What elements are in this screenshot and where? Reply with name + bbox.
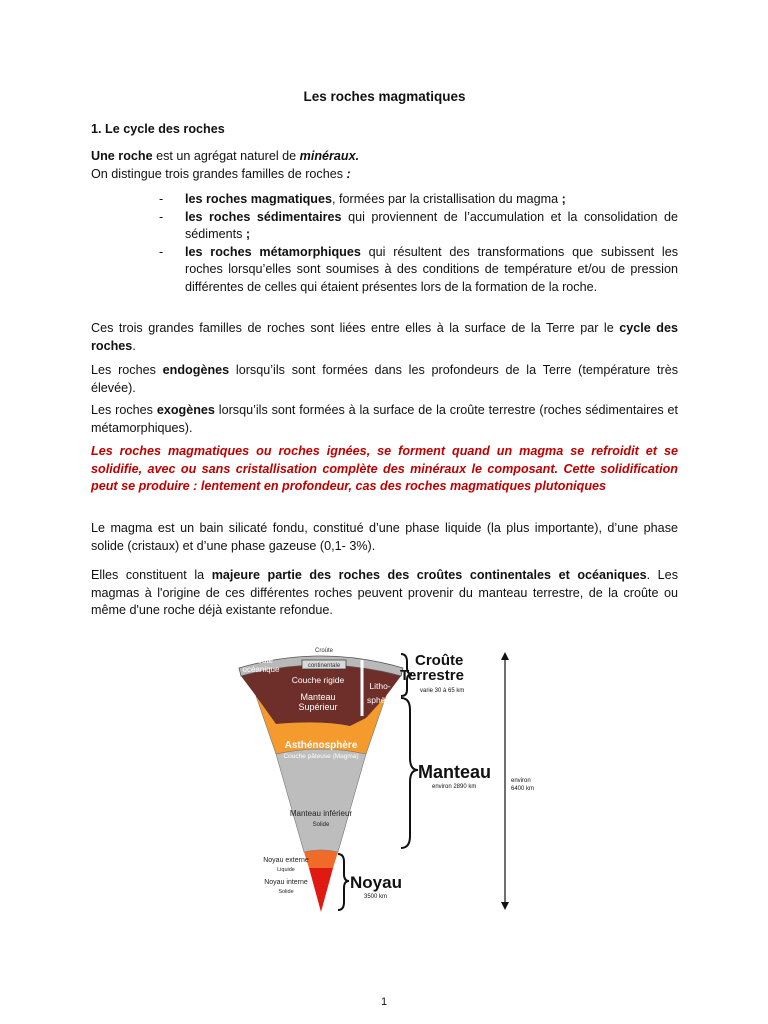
family-name: les roches sédimentaires bbox=[185, 209, 342, 224]
brace-noyau bbox=[338, 854, 349, 910]
rock-families-list bbox=[91, 191, 678, 297]
label-croute-title-2: Terrestre bbox=[400, 667, 464, 684]
endo-term: endogènes bbox=[162, 363, 230, 377]
list-dash: - bbox=[159, 244, 164, 259]
label-couche-rigide: Couche rigide bbox=[291, 675, 345, 685]
intro-families-text: On distingue trois grandes familles de roches bbox=[91, 167, 347, 181]
exo-rest: lorsqu’ils sont formées à la surface de la croûte terrestre (roches sédimentaires et métamorphiques). bbox=[91, 403, 678, 435]
label-manteau-inferieur: Manteau inférieur bbox=[289, 809, 353, 818]
exo-term: exogènes bbox=[156, 403, 215, 417]
label-lithosphere-2: sphère bbox=[367, 695, 393, 705]
paragraph-definition-red: Les roches magmatiques ou roches ignées, se forment quand un magma se refroidit et se solidifie, avec ou sans cristallisation complète des minéraux le composant. Cette solidification peut se produire : lentement en profondeur, cas des roches magmatiques plutoniques bbox=[91, 444, 678, 494]
cycle-text: Ces trois grandes familles de roches sont liées entre elles à la surface de la Terre par le bbox=[91, 321, 620, 335]
label-couche-pateuse: Couche pâteuse (Magma) bbox=[283, 753, 359, 760]
label-croute-title-1: Croûte bbox=[415, 652, 464, 669]
majeure-text: Elles constituent la bbox=[91, 568, 212, 582]
label-manteau-superieur-1: Manteau bbox=[300, 692, 336, 702]
family-text: qui résultent des transformations que subissent les roches lorsqu’elles sont soumises à des conditions de température et/ou de pression différentes de celles qui étaient présentes lors de la formation de la roche. bbox=[185, 244, 678, 294]
paragraph-magma: Le magma est un bain silicaté fondu, constitué d’une phase liquide (la plus importante), d’une phase solide (cristaux) et d’une phase gazeuse (0,1- 3%). bbox=[91, 521, 678, 553]
label-croute-continentale-1: Croûte bbox=[314, 648, 334, 654]
family-text: , formées par la cristallisation du magma bbox=[332, 192, 562, 206]
label-noyau-distance: 3500 km bbox=[364, 894, 388, 900]
endo-text: Les roches bbox=[91, 363, 163, 377]
label-solide: Solide bbox=[312, 822, 330, 828]
list-item bbox=[91, 244, 678, 297]
section-heading: 1. Le cycle des roches bbox=[91, 122, 225, 136]
majeure-rest: . Les magmas à l'origine de ces différentes roches peuvent provenir du manteau terrestre, de la croûte ou même d'une roche déjà existante refondue. bbox=[91, 568, 678, 618]
intro-text: est un agrégat naturel de bbox=[152, 149, 300, 163]
outer-core-layer bbox=[304, 850, 338, 868]
family-end: ; bbox=[245, 227, 251, 242]
exo-text: Les roches bbox=[91, 403, 157, 417]
label-manteau-distance: environ 2890 km bbox=[432, 784, 477, 790]
majeure-term: majeure partie des roches des croûtes continentales et océaniques bbox=[211, 568, 647, 582]
paragraph-exogenes bbox=[91, 402, 678, 437]
intro-minerals: minéraux. bbox=[299, 149, 360, 163]
endo-rest: lorsqu’ils sont formées dans les profondeurs de la Terre (température très élevée). bbox=[91, 363, 678, 395]
label-noyau-interne: Noyau interne bbox=[264, 879, 308, 886]
paragraph-endogenes bbox=[91, 362, 678, 397]
label-manteau-superieur-2: Supérieur bbox=[298, 702, 338, 712]
list-dash: - bbox=[159, 209, 164, 224]
list-item bbox=[91, 191, 678, 209]
intro-line-1 bbox=[91, 148, 678, 166]
label-croute-range: varie 30 à 65 km bbox=[420, 688, 465, 694]
label-croute-oceanique-1: Croûte bbox=[248, 656, 274, 665]
lower-mantle-layer bbox=[276, 749, 366, 852]
earth-structure-diagram bbox=[230, 640, 540, 912]
label-croute-oceanique-2: océanique bbox=[242, 665, 280, 674]
label-manteau-title: Manteau bbox=[418, 762, 492, 782]
intro-term: Une roche bbox=[91, 149, 153, 163]
total-depth-arrow-top bbox=[501, 652, 509, 660]
list-item bbox=[91, 209, 678, 244]
cycle-end: . bbox=[132, 338, 136, 353]
intro-colon: : bbox=[346, 167, 351, 181]
label-liquide: Liquide bbox=[277, 867, 295, 873]
family-name: les roches métamorphiques bbox=[185, 244, 361, 259]
page-title: Les roches magmatiques bbox=[303, 89, 466, 104]
inner-core-layer bbox=[309, 868, 333, 912]
family-end: ; bbox=[561, 192, 566, 206]
label-asthenosphere: Asthénosphère bbox=[284, 740, 358, 751]
label-noyau-title: Noyau bbox=[350, 873, 402, 892]
paragraph-cycle bbox=[91, 320, 678, 355]
family-text: qui proviennent de l’accumulation et la consolidation de sédiments bbox=[185, 209, 678, 242]
label-solide-2: Solide bbox=[278, 889, 294, 895]
list-dash: - bbox=[159, 192, 164, 206]
family-name: les roches magmatiques bbox=[185, 192, 332, 206]
label-noyau-externe: Noyau externe bbox=[263, 857, 309, 864]
cycle-term: cycle des roches bbox=[91, 321, 679, 353]
label-lithosphere-1: Litho- bbox=[369, 681, 391, 691]
label-total-1: environ bbox=[511, 778, 531, 784]
brace-manteau bbox=[401, 698, 418, 848]
page-number: 1 bbox=[380, 996, 388, 1008]
paragraph-majeure bbox=[91, 567, 678, 620]
label-total-2: 6400 km bbox=[511, 786, 535, 792]
label-croute-continentale-2: continentale bbox=[307, 663, 341, 669]
intro-line-2 bbox=[91, 166, 678, 184]
total-depth-arrow-bottom bbox=[501, 902, 509, 910]
